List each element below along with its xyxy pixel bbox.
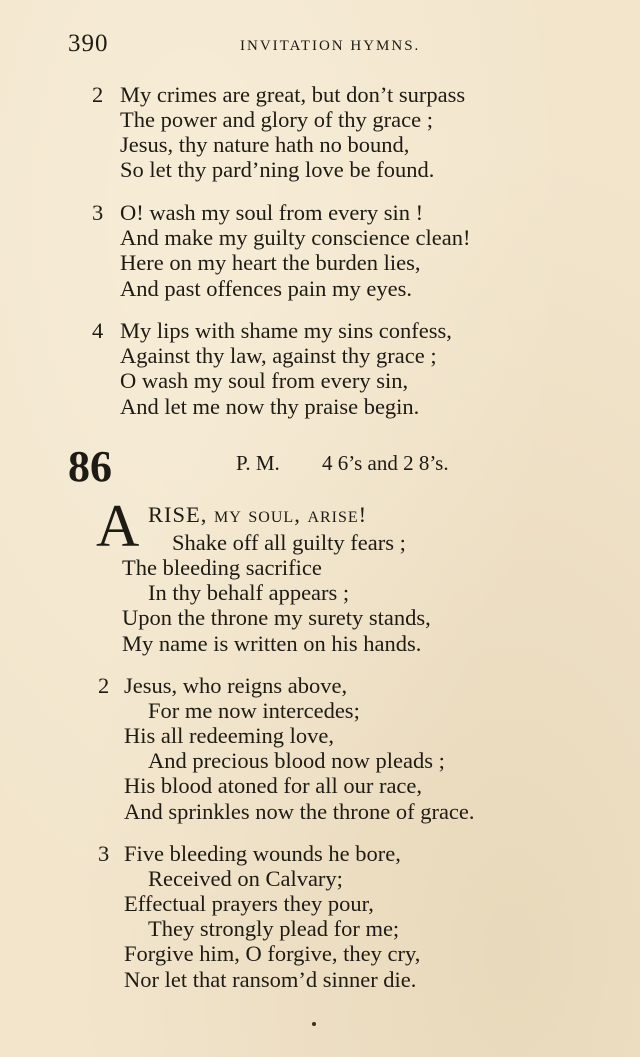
meter-label: P. M. xyxy=(236,451,280,475)
verse-line: His blood atoned for all our race, xyxy=(124,773,423,798)
verse-line: Five bleeding wounds he bore, xyxy=(124,841,401,866)
verse-line: And make my guilty conscience clean! xyxy=(120,225,471,250)
verse-line: My name is written on his hands. xyxy=(122,631,422,656)
verse-line: My crimes are great, but don’t surpass xyxy=(120,82,466,107)
hymn-number: 86 xyxy=(68,442,112,491)
stanza-number: 2 xyxy=(92,82,104,107)
verse-line: Effectual prayers they pour, xyxy=(124,891,374,916)
verse-line: Here on my heart the burden lies, xyxy=(120,250,421,275)
verse-line: And sprinkles now the throne of grace. xyxy=(124,799,475,824)
drop-cap: A xyxy=(96,493,140,559)
page-header xyxy=(68,30,548,62)
stanza-number: 3 xyxy=(92,200,104,225)
verse-line: Against thy law, against thy grace ; xyxy=(120,343,437,368)
verse-line: Jesus, who reigns above, xyxy=(124,673,348,698)
verse-line: In thy behalf appears ; xyxy=(148,580,350,605)
stanza-number: 2 xyxy=(98,673,110,698)
stanza-number: 4 xyxy=(92,318,104,343)
verse-line: The power and glory of thy grace ; xyxy=(120,107,434,132)
verse-line: Jesus, thy nature hath no bound, xyxy=(120,132,410,157)
verse-line: And let me now thy praise begin. xyxy=(120,394,420,419)
verse-line: Nor let that ransom’d sinner die. xyxy=(124,967,417,992)
verse-line: Forgive him, O forgive, they cry, xyxy=(124,941,421,966)
verse-line: O wash my soul from every sin, xyxy=(120,368,409,393)
verse-line: Upon the throne my surety stands, xyxy=(122,605,431,630)
meter-detail: 4 6’s and 2 8’s. xyxy=(322,451,449,475)
printer-dot xyxy=(312,1022,316,1026)
verse-line: They strongly plead for me; xyxy=(148,916,400,941)
verse-line: So let thy pard’ning love be found. xyxy=(120,157,435,182)
running-head: INVITATION HYMNS. xyxy=(240,38,421,54)
verse-line: O! wash my soul from every sin ! xyxy=(120,200,424,225)
verse-line: My lips with shame my sins confess, xyxy=(120,318,452,343)
first-line: RISE, my soul, arise! xyxy=(148,502,368,527)
verse-line: His all redeeming love, xyxy=(124,723,334,748)
verse-line: Received on Calvary; xyxy=(148,866,343,891)
verse-line: The bleeding sacrifice xyxy=(122,555,322,580)
verse-line: And past offences pain my eyes. xyxy=(120,276,413,301)
verse-line: Shake off all guilty fears ; xyxy=(172,530,406,555)
verse-line: And precious blood now pleads ; xyxy=(148,748,445,773)
page-number: 390 xyxy=(68,30,109,57)
stanza-number: 3 xyxy=(98,841,110,866)
verse-line: For me now intercedes; xyxy=(148,698,360,723)
